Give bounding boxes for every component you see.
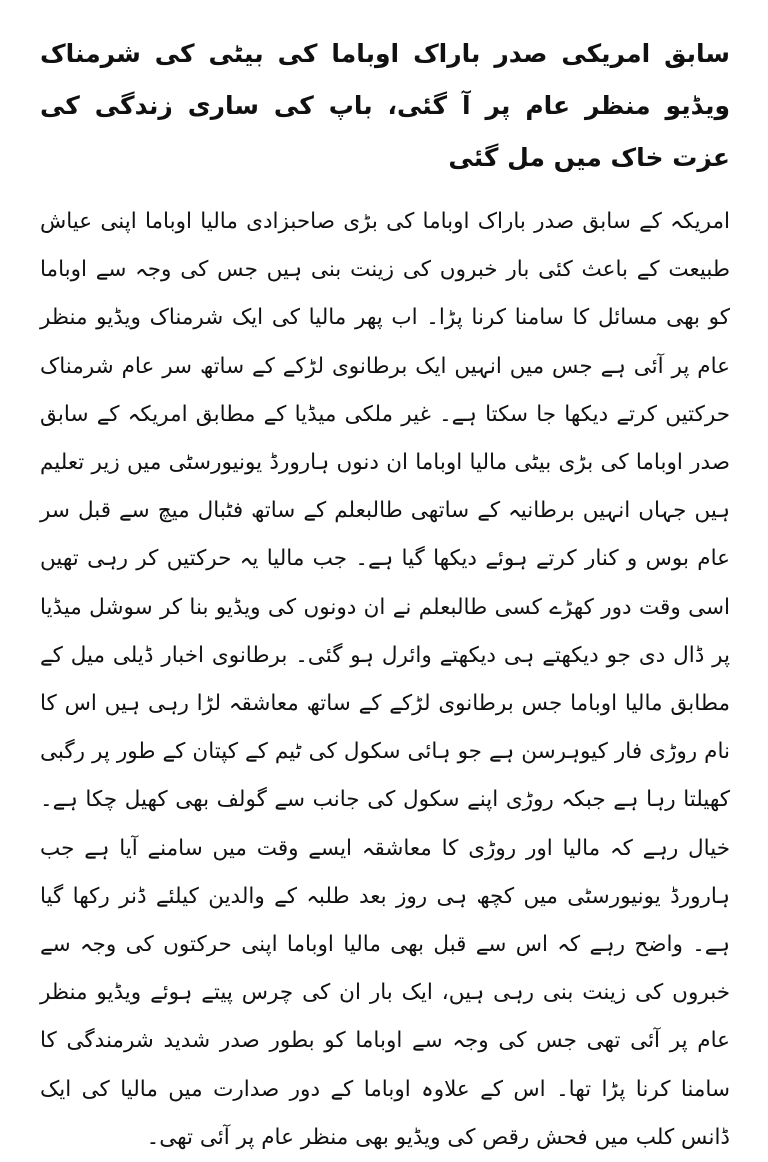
article-body: امریکہ کے سابق صدر باراک اوباما کی بڑی صاحبزادی مالیا اوباما اپنی عیاش طبیعت کے باعث کئی بار خبروں کی زینت بنی ہیں جس کی وجہ سے اوباما کو بھی مسائل کا سامنا کرنا پڑا۔ اب پھر مالیا کی ایک شرمناک ویڈیو منظر عام پر آئی ہے جس میں انہیں ایک برطانوی لڑکے کے ساتھ سر عام شرمناک حرکتیں کرتے دیکھا جا سکتا ہے۔ غیر ملکی میڈیا کے مطابق امریکہ کے سابق صدر اوباما کی بڑی بیٹی مالیا اوباما ان دنوں ہارورڈ یونیورسٹی میں زیر تعلیم ہیں جہاں انہیں برطانیہ کے ساتھی طالبعلم کے ساتھ فٹبال میچ سے قبل سر عام بوس و کنار کرتے ہوئے دیکھا گیا ہے۔ جب مالیا یہ حرکتیں کر رہی تھیں اسی وقت دور کھڑے کسی طالبعلم نے ان دونوں کی ویڈیو بنا کر سوشل میڈیا پر ڈال دی جو دیکھتے ہی دیکھتے وائرل ہو گئی۔ برطانوی اخبار ڈیلی میل کے مطابق مالیا اوباما جس برطانوی لڑکے کے ساتھ معاشقہ لڑا رہی ہیں اس کا نام روڑی فار کیوہرسن ہے جو ہائی سکول کی ٹیم کے کپتان کے طور پر رگبی کھیلتا رہا ہے جبکہ روڑی اپنے سکول کی جانب سے گولف بھی کھیل چکا ہے۔ خیال رہے کہ مالیا اور روڑی کا معاشقہ ایسے وقت میں سامنے آیا ہے جب ہارورڈ یونیورسٹی میں کچھ ہی روز بعد طلبہ کے والدین کیلئے ڈنر رکھا گیا ہے۔ واضح رہے کہ اس سے قبل بھی مالیا اوباما اپنی حرکتوں کی وجہ سے خبروں کی زینت بنی رہی ہیں، ایک بار ان کی چرس پیتے ہوئے ویڈیو منظر عام پر آئی تھی جس کی وجہ سے اوباما کو بطور صدر شدید شرمندگی کا سامنا کرنا پڑا تھا۔ اس کے علاوہ اوباما کے دور صدارت میں مالیا کی ایک ڈانس کلب میں فحش رقص کی ویڈیو بھی منظر عام پر آئی تھی۔ [40,209,730,1150]
article-headline: سابق امریکی صدر باراک اوباما کی بیٹی کی شرمناک ویڈیو منظر عام پر آ گئی، باپ کی ساری زندگی کی عزت خاک میں مل گئی [40,39,730,172]
article [40,28,730,1162]
